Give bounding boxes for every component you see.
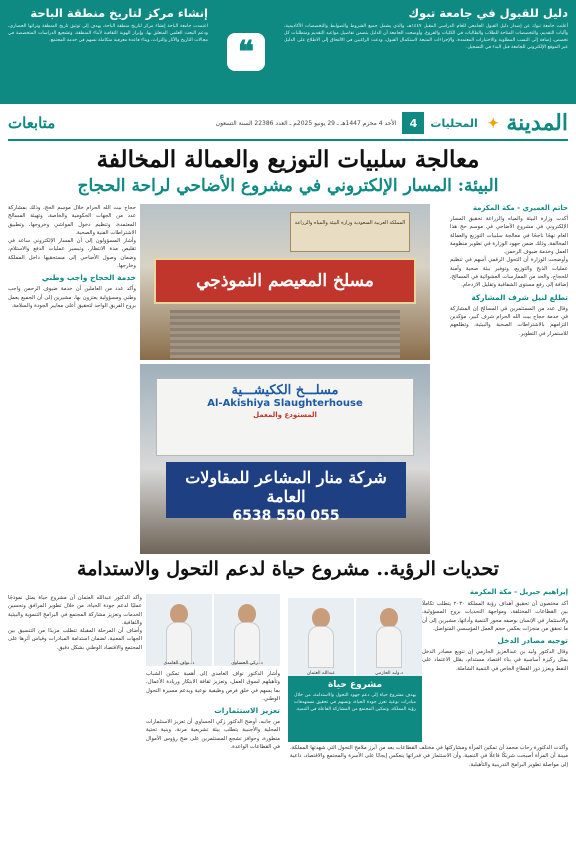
banner-left-text: اعتمدت جامعة الباحة إنشاء مركز لتاريخ منطقة الباحة، يهدف إلى توثيق تاريخ المنطقة وتراثها الحضاري، ودعم البحث العلمي المتعلق بها، وإبراز الهوية الثقافية لأبناء المنطقة، وتشجيع الدراسات المتخصصة في مجالات التاريخ والآثار والتراث، وبناء قاعدة معرفية متكاملة تسهم في خدمة المجتمع. <box>8 24 208 43</box>
story1-paragraph: وأوضحت الوزارة أن التحول الرقمي أسهم في تنظيم عمليات الذبح والتوزيع، وتوفير بيئة صحية وآمنة للحجاج، والحد من الممارسات العشوائية في المسالخ، إضافة إلى رفع مستوى الشفافية وتقليل الازدحام. <box>450 257 568 289</box>
story2-byline: إبراهيم جبريل - مكة المكرمة <box>469 588 568 596</box>
story2-paragraph: أكد مختصون أن تحقيق أهداف رؤية المملكة ٢٠٣٠ يتطلب تكاملًا بين القطاعات المختلفة، ومواجهة التحديات بروح المسؤولية، والاستثمار في الإنسان بوصفه محور التنمية وأداتها، مشيرين إلى أن ما تحقق من منجزات يعكس حجم العمل المؤسسي المتواصل. <box>422 601 568 632</box>
portrait <box>288 598 354 676</box>
story2-paragraph: وأكد الدكتور عبدالله العثمان أن مشروع حياة يمثل نموذجًا عمليًا لدعم جودة الحياة، من خلال تطوير المرافق وتحسين الخدمات وتعزيز مشاركة المجتمع في البرامج التنموية والبيئية والثقافية. <box>8 595 142 626</box>
company-phone: 055 550 6538 <box>232 508 340 524</box>
banner-right-title[interactable]: دليل للقبول في جامعة تبوك <box>408 6 568 20</box>
story1-paragraph: حجاج بيت الله الحرام خلال موسم الحج، وذلك بمشاركة عدد من الجهات الحكومية والخاصة، وتهيئة المسالخ المعتمدة، وتنظيم دخول المواشي وخروجها، وتطبيق الاشتراطات الفنية والصحية. <box>8 205 136 236</box>
banner-news-left <box>0 0 216 104</box>
top-banner <box>0 0 576 104</box>
story1-paragraph: وأكد عدد من العاملين أن خدمة ضيوف الرحمن واجب وطني ومسؤولية يعتزون بها، مشيرين إلى أن الجميع يعمل بروح الفريق الواحد لتحقيق أعلى معايير الجودة والسلامة. <box>8 286 136 309</box>
story2-paragraph: وأضاف أن المرحلة المقبلة تتطلب مزيدًا من التنسيق بين الجهات المعنية، لضمان استدامة المبادرات وقياس أثرها على المجتمع والاقتصاد الوطني بشكل دقيق. <box>8 628 142 651</box>
section-name[interactable]: المحليات <box>430 116 478 130</box>
story2-subhead: توجيه مصادر الدخل <box>497 636 568 646</box>
portrait-caption: عبدالله العثمان <box>306 671 336 676</box>
slaughterhouse-photo-2 <box>140 364 430 554</box>
portrait <box>146 594 212 666</box>
story2-column-right <box>422 600 568 740</box>
banner-right-text: أعلنت جامعة تبوك عن إصدار دليل القبول الجامعي للعام الدراسي المقبل ١٤٤٧هـ، والذي يشمل جميع الشروط والضوابط والتخصصات الأكاديمية، وآليات التقديم، والتخصصات المتاحة للطلاب والطالبات في الكليات والفروع. وأوضحت الجامعة أن الدليل يتضمن تفاصيل مواعيد التقديم ومتطلبات كل تخصص، إضافة إلى النسب المطلوبة والاختبارات المعتمدة، والإجراءات المتبعة لاستكمال القبول، ودعت الراغبين في الالتحاق إلى الاطلاع على الدليل عبر الموقع الإلكتروني للجامعة قبل البدء في التسجيل. <box>284 24 568 50</box>
portrait-head <box>170 604 188 624</box>
story2-paragraph: من جانبه، أوضح الدكتور زكي الحساوي أن تعزيز الاستثمارات المحلية والأجنبية يتطلب بيئة تشريعية مرنة، وبنية تحتية متطورة، وحوافز تشجع المستثمرين على ضخ رؤوس الأموال في القطاعات الواعدة. <box>146 719 280 751</box>
portrait-head <box>380 608 398 628</box>
portrait-thobe <box>166 622 192 664</box>
slaughterhouse-sign-white <box>156 378 414 456</box>
story2-subhead: تعزيز الاستثمارات <box>214 706 280 716</box>
banner-quote <box>216 0 276 104</box>
company-name: شركة منار المشاعر للمقاولات العامة <box>185 468 387 506</box>
story2-paragraph: وأشار الدكتور نواف الغامدي إلى أهمية تمكين الشباب وتأهيلهم لسوق العمل، وتعزيز ثقافة الابتكار وريادة الأعمال، بما يسهم في خلق فرص وظيفية نوعية ويدعم مسيرة التحول الوطني. <box>146 671 280 702</box>
portrait-caption: د. نواف الغامدي <box>163 661 195 666</box>
story1-column-left <box>8 204 136 552</box>
banner-left-title[interactable]: إنشاء مركز لتاريخ منطقة الباحة <box>30 6 208 20</box>
header-divider <box>8 139 568 141</box>
story2-column-middle <box>146 594 280 830</box>
portrait-thobe <box>376 626 402 668</box>
sign-english-name: Al-Akishiya Slaughterhouse <box>207 398 363 409</box>
story1-subhead: تطلع لنيل شرف المشاركة <box>471 292 568 302</box>
sign-subtitle: المستودع والمعمل <box>253 411 317 419</box>
logo-star-icon: ✦ <box>487 116 499 132</box>
portrait-head <box>312 608 330 628</box>
portrait-caption: د. زكي الحساوي <box>231 661 263 666</box>
newspaper-logo[interactable] <box>488 110 568 136</box>
company-sign <box>166 462 406 524</box>
story1-column-right <box>450 204 568 552</box>
ministry-panel: المملكة العربية السعودية وزارة البيئة والمياه والزراعة <box>290 212 410 252</box>
story1-paragraph: أكدت وزارة البيئة والمياه والزراعة تحقيق المسار الإلكتروني في مشروع الأضاحي في موسم حج هذا العام نهجًا ناجحًا في معالجة سلبيات التوزيع والعمالة المخالفة، وذلك ضمن جهود الوزارة في تطوير منظومة العمل وخدمة ضيوف الرحمن. <box>450 216 568 256</box>
portrait <box>214 594 280 666</box>
story2-paragraph: وقال الدكتور وليد بن عبدالعزيز الحازمي إن تنويع مصادر الدخل يمثل ركيزة أساسية في بناء اقتصاد مستدام، يقلل الاعتماد على النفط ويعزز دور القطاع الخاص في التنمية الشاملة. <box>422 649 568 672</box>
page-number: 4 <box>402 112 424 134</box>
portrait-thobe <box>234 622 260 664</box>
portraits-row <box>288 598 422 676</box>
slaughterhouse-photo-1 <box>140 204 430 360</box>
quote-icon: ❝ <box>227 33 265 71</box>
shutter-door <box>170 310 400 358</box>
story1-paragraph: وقال عدد من المستثمرين في المسالخ إن المشاركة في خدمة حجاج بيت الله الحرام شرف كبير، مؤكدين التزامهم بالاشتراطات الصحية والبيئية، وتطلعهم للاستمرار في التطوير. <box>450 305 568 337</box>
portrait-thobe <box>308 626 334 668</box>
story1-subhead: خدمة الحجاج واجب وطني <box>41 273 136 283</box>
story2-column-left <box>8 594 142 830</box>
banner-news-right <box>276 0 576 104</box>
portrait-head <box>238 604 256 624</box>
page-header <box>0 108 576 138</box>
story1-paragraph: وأشار المسؤولون إلى أن المسار الإلكتروني ساعد في تقليص مدة الانتظار، وتيسير عمليات الدفع والاستلام، وضمان وصول الأضاحي إلى مستحقيها داخل المملكة وخارجها. <box>8 238 136 270</box>
story1-byline: حاتم العميري - مكة المكرمة <box>472 204 568 212</box>
dateline: الأحد 4 محرم 1447هـ ـ 29 يونيو 2025م ـ العدد 22386 السنة التسعون <box>215 119 397 127</box>
story2-bottom-text <box>290 744 568 830</box>
portrait <box>356 598 422 676</box>
story2-headline[interactable]: تحديات الرؤية.. مشروع حياة لدعم التحول والاستدامة <box>77 558 499 580</box>
project-info-box <box>288 676 422 742</box>
section-tag[interactable]: متابعات <box>8 114 56 132</box>
project-box-title[interactable]: مشروع حياة <box>327 680 383 690</box>
project-box-text: يهدف مشروع حياة إلى دعم جهود التحول والاستدامة، من خلال مبادرات نوعية تعزز جودة الحياة، وتسهم في تحقيق مستهدفات رؤية المملكة، وتمكين المجتمع من المشاركة الفاعلة في التنمية. <box>294 693 416 712</box>
story2-paragraph: وأكدت الدكتورة رحاب محمد أن تمكين المرأة ومشاركتها في مختلف القطاعات يعد من أبرز ملامح التحول التي شهدتها المملكة، مبينة أن المرأة أصبحت شريكًا فاعلًا في التنمية، وأن الاستثمار في قدراتها ينعكس إيجابًا على الأسرة والمجتمع والاقتصاد، داعية إلى مواصلة تطوير البرامج التدريبية والتأهيلية. <box>290 745 568 768</box>
portrait-caption: د.وليد الحازمي <box>375 671 403 676</box>
portraits-row-2 <box>146 594 280 666</box>
logo-text: المدينة <box>506 110 568 136</box>
slaughterhouse-sign: مسلخ المعيصم النموذجي <box>154 258 416 304</box>
story1-headline[interactable]: معالجة سلبيات التوزيع والعمالة المخالفة <box>96 146 480 173</box>
sign-arabic-name: مسلـــخ الككيشـــية <box>231 383 339 398</box>
story1-subheadline[interactable]: البيئة: المسار الإلكتروني في مشروع الأضاحي لراحة الحجاج <box>77 176 499 196</box>
